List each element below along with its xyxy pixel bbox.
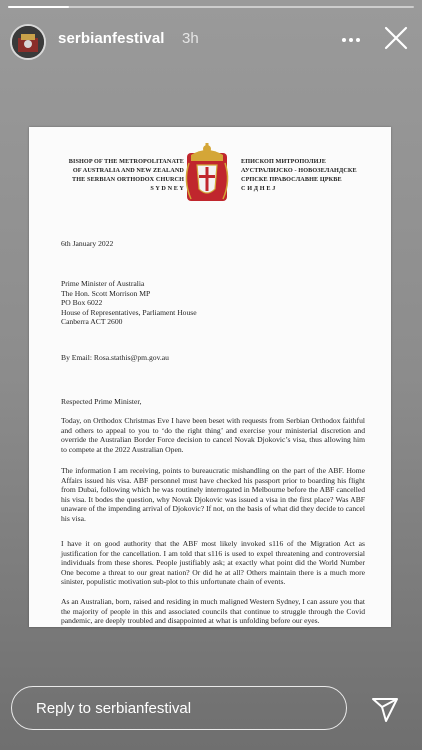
avatar[interactable] xyxy=(10,24,46,60)
story-progress-fill xyxy=(8,6,69,8)
more-dots-icon xyxy=(342,38,346,42)
letterhead-english: BISHOP OF THE METROPOLITANATE OF AUSTRALIA AND NEW ZEALAND THE SERBIAN ORTHODOX CHURCH S Y D N E Y xyxy=(68,158,184,192)
letter-salutation: Respected Prime Minister, xyxy=(61,397,142,406)
coat-of-arms-icon xyxy=(179,143,235,205)
story-username[interactable]: serbianfestival xyxy=(58,30,165,47)
reply-input[interactable] xyxy=(11,686,347,730)
letter-date: 6th January 2022 xyxy=(61,239,114,248)
letterhead-serbian: ЕПИСКОП МИТРОПОЛИЈЕ АУСТРАЛИЈСКО - НОВОЗЕЛАНДСКЕ СРПСКЕ ПРАВОСЛАВНЕ ЦРКВЕ С И Д Н Е Ј xyxy=(241,158,357,192)
send-button[interactable] xyxy=(370,694,400,724)
close-button[interactable] xyxy=(380,22,412,54)
more-options-button[interactable] xyxy=(336,30,366,50)
story-timestamp: 3h xyxy=(182,30,199,47)
close-icon xyxy=(380,22,412,54)
story-header xyxy=(0,14,422,66)
letter-document xyxy=(29,127,391,627)
letter-email: By Email: Rosa.stathis@pm.gov.au xyxy=(61,353,169,362)
letter-paragraph: I have it on good authority that the ABF most likely invoked s116 of the Migration Act as justification for the cancellation. I am told that s116 is used to expel threatening and controversial individuals from these shores. People justifiably ask; at exactly what point did the World Number One become a threat to our great nation? Or did he at all? Others maintain there is a much more sinister, populistic motivation sub-plot to this unfortunate chain of events. xyxy=(61,539,365,587)
reply-placeholder: Reply to serbianfestival xyxy=(36,699,192,717)
send-icon xyxy=(370,694,400,724)
letter-paragraph: As an Australian, born, raised and residing in much maligned Western Sydney, I can assure you that the majority of people in this and associated councils that continue to struggle through the Covid pandemic, are deeply troubled and disappointed at what is unfolding before our eyes. xyxy=(61,597,365,626)
story-progress-bar xyxy=(8,6,414,8)
avatar-image xyxy=(12,26,44,58)
letter-paragraph: Today, on Orthodox Christmas Eve I have been beset with requests from Serbian Orthodox faithful and others to appeal to you to ‘do the right thing’ and exercise your ministerial discretion and override the Australian Border Force decision to cancel Novak Djokovic’s visa, thus allowing him to compete at the 2022 Australian Open. xyxy=(61,416,365,454)
letter-paragraph: The information I am receiving, points to bureaucratic mishandling on the part of the ABF. Home Affairs issued his visa. ABF personnel must have checked his passport prior to boarding his flight from Dubai, following which he was routinely interrogated in Melbourne before the ABF cancelled his visa. It bodes the question, why Novak Djokovic was issued a visa in the first place? Was ABF unaware of the impending arrival of Djokovic? If not, on the basis of what did they decide to cancel his visa. xyxy=(61,466,365,523)
recipient-address: Prime Minister of Australia The Hon. Scott Morrison MP PO Box 6022 House of Representatives, Parliament House Canberra ACT 2600 xyxy=(61,279,197,327)
